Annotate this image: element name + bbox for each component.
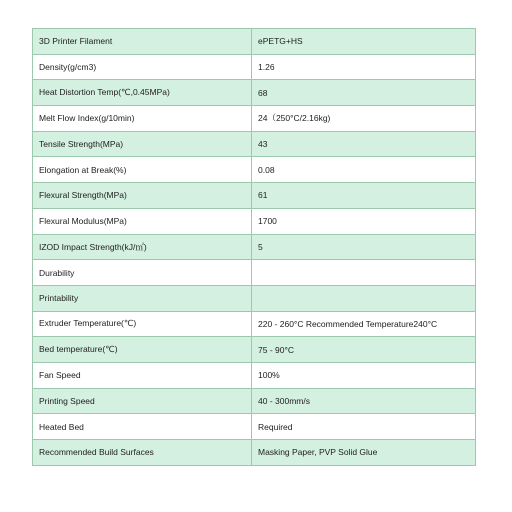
property-cell: Flexural Modulus(MPa) xyxy=(33,208,252,234)
property-cell: Heated Bed xyxy=(33,414,252,440)
property-cell: Elongation at Break(%) xyxy=(33,157,252,183)
table-row xyxy=(33,106,476,132)
table-row xyxy=(33,362,476,388)
property-cell: Flexural Strength(MPa) xyxy=(33,183,252,209)
value-cell: 43 xyxy=(252,131,476,157)
value-cell: 1700 xyxy=(252,208,476,234)
value-cell: 61 xyxy=(252,183,476,209)
value-cell: 100% xyxy=(252,362,476,388)
value-cell: 68 xyxy=(252,80,476,106)
table-row xyxy=(33,183,476,209)
table-row xyxy=(33,440,476,466)
table-row xyxy=(33,29,476,55)
property-cell: Durability xyxy=(33,260,252,286)
value-cell xyxy=(252,285,476,311)
property-cell: IZOD Impact Strength(kJ/㎡) xyxy=(33,234,252,260)
property-cell: Heat Distortion Temp(℃,0.45MPa) xyxy=(33,80,252,106)
table-row xyxy=(33,131,476,157)
table-row xyxy=(33,337,476,363)
value-cell: 75 - 90°C xyxy=(252,337,476,363)
table-row xyxy=(33,208,476,234)
table-row xyxy=(33,80,476,106)
property-cell: Fan Speed xyxy=(33,362,252,388)
table-row xyxy=(33,234,476,260)
property-cell: Bed temperature(℃) xyxy=(33,337,252,363)
property-cell: 3D Printer Filament xyxy=(33,29,252,55)
value-cell: 220 - 260°C Recommended Temperature240°C xyxy=(252,311,476,337)
property-cell: Density(g/cm3) xyxy=(33,54,252,80)
value-cell: 5 xyxy=(252,234,476,260)
filament-spec-table xyxy=(32,28,476,466)
table-row xyxy=(33,414,476,440)
value-cell: 0.08 xyxy=(252,157,476,183)
value-cell: 40 - 300mm/s xyxy=(252,388,476,414)
value-cell xyxy=(252,260,476,286)
value-cell: 24（250°C/2.16kg) xyxy=(252,106,476,132)
value-cell: Masking Paper, PVP Solid Glue xyxy=(252,440,476,466)
table-row xyxy=(33,260,476,286)
property-cell: Printability xyxy=(33,285,252,311)
spec-table-body xyxy=(33,29,476,466)
value-cell: 1.26 xyxy=(252,54,476,80)
table-row xyxy=(33,157,476,183)
table-row xyxy=(33,285,476,311)
value-cell: ePETG+HS xyxy=(252,29,476,55)
property-cell: Recommended Build Surfaces xyxy=(33,440,252,466)
table-row xyxy=(33,311,476,337)
value-cell: Required xyxy=(252,414,476,440)
property-cell: Extruder Temperature(℃) xyxy=(33,311,252,337)
table-row xyxy=(33,54,476,80)
table-row xyxy=(33,388,476,414)
property-cell: Printing Speed xyxy=(33,388,252,414)
property-cell: Melt Flow Index(g/10min) xyxy=(33,106,252,132)
property-cell: Tensile Strength(MPa) xyxy=(33,131,252,157)
